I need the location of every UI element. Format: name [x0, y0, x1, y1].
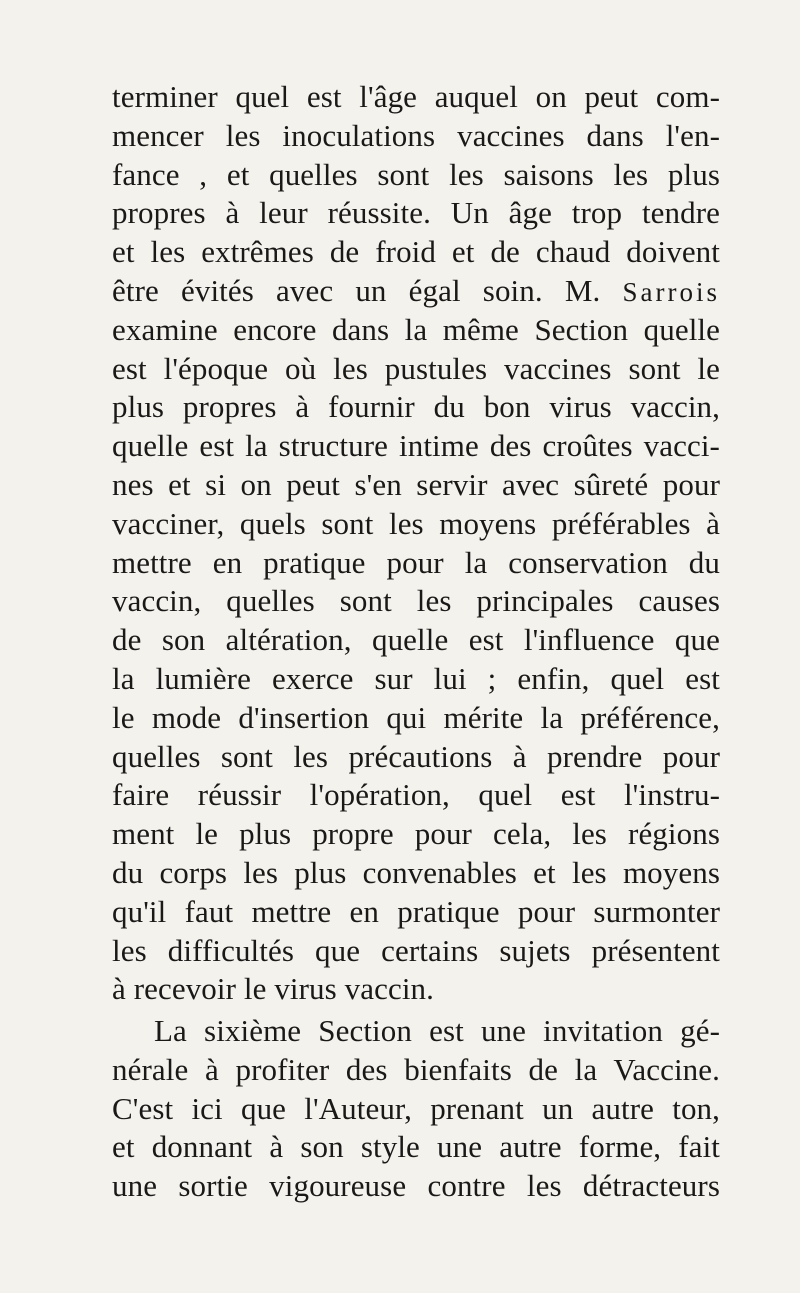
- author-name: Sarrois: [622, 276, 720, 307]
- text-line: est l'époque où les pustules vaccines sont le: [112, 350, 720, 386]
- text-line: de son altération, quelle est l'influence que: [112, 622, 720, 658]
- text-line: quelle est la structure intime des croûtes vacci-: [112, 428, 720, 464]
- text-line: plus propres à fournir du bon virus vaccin,: [112, 389, 720, 425]
- text-line: ment le plus propre pour cela, les régions: [112, 816, 720, 852]
- text-line: quelles sont les précautions à prendre pour: [112, 738, 720, 774]
- text-line: mencer les inoculations vaccines dans l'en-: [112, 117, 720, 153]
- text-segment: être évités avec un égal soin. M.: [112, 272, 601, 308]
- text-line: du corps les plus convenables et les moyens: [112, 854, 720, 890]
- text-line: à recevoir le virus vaccin.: [112, 971, 435, 1007]
- text-line: et donnant à son style une autre forme, fait: [112, 1129, 720, 1165]
- text-line: et les extrêmes de froid et de chaud doivent: [112, 234, 720, 270]
- text-line: les difficultés que certains sujets présentent: [112, 932, 720, 968]
- paragraph-1: [112, 78, 720, 1009]
- text-line: faire réussir l'opération, quel est l'instru-: [112, 777, 720, 813]
- text-line: vacciner, quels sont les moyens préférables à: [112, 505, 720, 541]
- text-line: nes et si on peut s'en servir avec sûreté pour: [112, 466, 720, 502]
- text-line: terminer quel est l'âge auquel on peut com-: [112, 79, 720, 114]
- text-line: qu'il faut mettre en pratique pour surmonter: [112, 893, 720, 929]
- text-line: fance , et quelles sont les saisons les plus: [112, 156, 720, 192]
- text-line: examine encore dans la même Section quelle: [112, 311, 720, 347]
- text-line-with-author: [112, 272, 720, 311]
- paragraph-2: [112, 1012, 720, 1206]
- text-line: propres à leur réussite. Un âge trop tendre: [112, 195, 720, 231]
- text-line: C'est ici que l'Auteur, prenant un autre ton,: [112, 1090, 720, 1126]
- text-line: La sixième Section est une invitation gé-: [154, 1013, 720, 1048]
- text-line: la lumière exerce sur lui ; enfin, quel est: [112, 660, 720, 696]
- text-line: une sortie vigoureuse contre les détracteurs: [112, 1168, 720, 1204]
- text-line: mettre en pratique pour la conservation du: [112, 544, 720, 580]
- text-line: vaccin, quelles sont les principales causes: [112, 583, 720, 619]
- text-line: nérale à profiter des bienfaits de la Vaccine.: [112, 1051, 720, 1087]
- text-line: le mode d'insertion qui mérite la préférence,: [112, 699, 720, 735]
